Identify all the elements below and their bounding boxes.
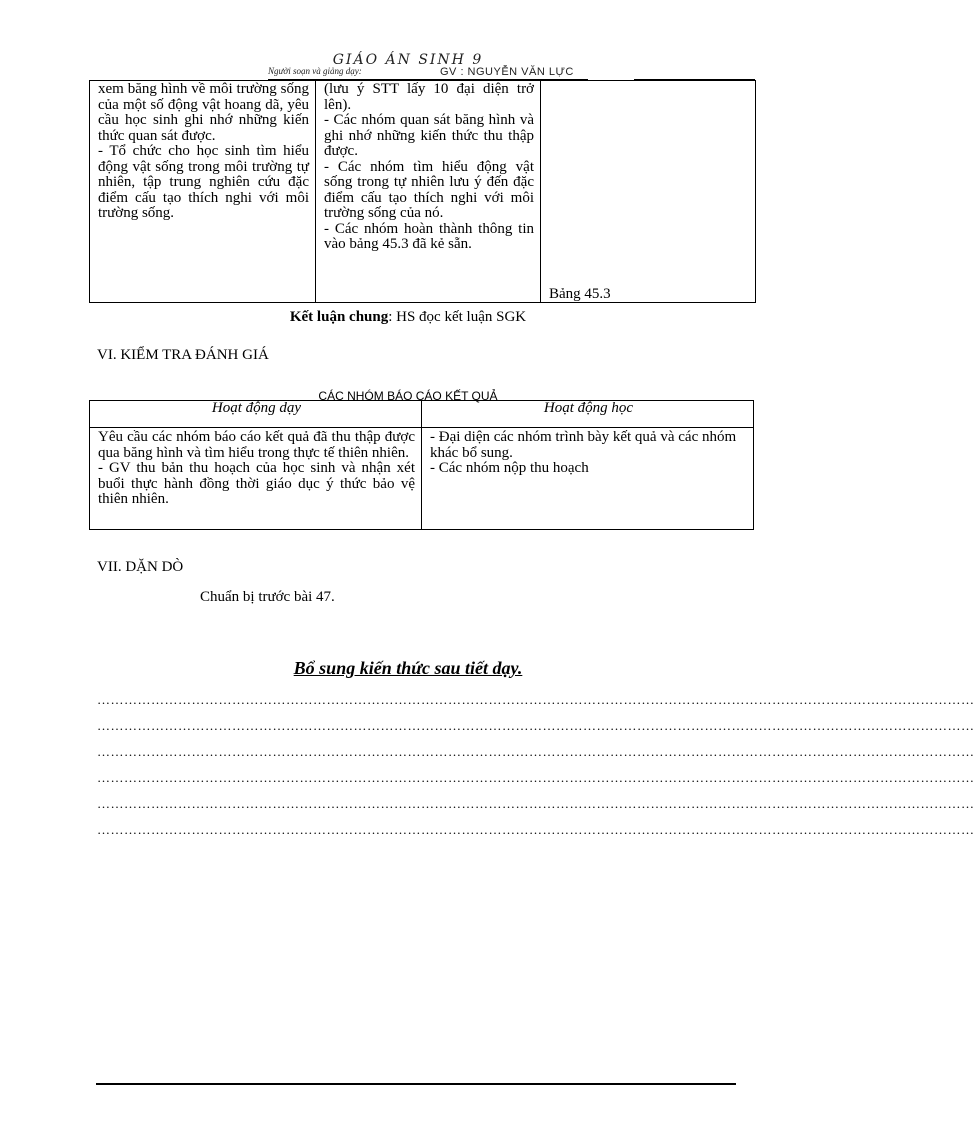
table-header-row — [90, 401, 754, 428]
assessment-table — [89, 400, 754, 530]
learning-cell — [422, 428, 754, 530]
general-conclusion — [0, 309, 816, 326]
dotted-line: …………………………………………………………………………………………………………………………………………………………………………… — [97, 692, 975, 707]
table-row — [90, 81, 756, 303]
text-paragraph: Yêu cầu các nhóm báo cáo kết quả đã thu thập được qua băng hình và tìm hiểu trong thực tế thiên nhiên. — [98, 429, 415, 461]
dotted-line: …………………………………………………………………………………………………………………………………………………………………………… — [97, 718, 975, 733]
teaching-cell — [90, 428, 422, 530]
footer-divider — [96, 1083, 736, 1085]
student-activity-cell — [316, 81, 541, 303]
text-paragraph: xem băng hình về môi trường sống của một số động vật hoang dã, yêu cầu học sinh ghi nhớ những kiến thức quan sát được. — [98, 81, 309, 144]
supplement-title: Bổ sung kiến thức sau tiết dạy. — [293, 658, 523, 678]
dotted-line: …………………………………………………………………………………………………………………………………………………………………………… — [97, 822, 975, 837]
text-paragraph: - Các nhóm hoàn thành thông tin vào bảng 45.3 đã kẻ sẵn. — [324, 220, 534, 252]
table-row — [90, 428, 754, 530]
text-paragraph: (lưu ý STT lấy 10 đại diện trở lên). — [324, 81, 534, 113]
section-6-heading: VI. KIỂM TRA ĐÁNH GIÁ — [97, 347, 269, 363]
content-cell — [541, 81, 756, 303]
header-subtitle: Người soạn và giảng dạy: — [268, 66, 362, 76]
dotted-line: …………………………………………………………………………………………………………………………………………………………………………… — [97, 770, 975, 785]
dotted-line: …………………………………………………………………………………………………………………………………………………………………………… — [97, 744, 975, 759]
text-paragraph: - Các nhóm tìm hiểu động vật sống trong tự nhiên lưu ý đến đặc điểm cấu tạo thích nghi với môi trường sống của nó. — [324, 158, 534, 221]
conclusion-label: Kết luận chung — [289, 309, 389, 325]
section-7-heading: VII. DẶN DÒ — [97, 559, 184, 575]
dotted-line: …………………………………………………………………………………………………………………………………………………………………………… — [97, 796, 975, 811]
teacher-activity-cell — [90, 81, 316, 303]
homework-text: Chuẩn bị trước bài 47. — [200, 589, 335, 605]
column-header-learning: Hoạt động học — [422, 401, 754, 428]
text-paragraph: - Tổ chức cho học sinh tìm hiểu động vật sống trong môi trường tự nhiên, tập trung nghiên cứu đặc điểm cấu tạo thích nghi với môi trường sống. — [98, 143, 309, 221]
column-header-teaching: Hoạt động dạy — [90, 401, 422, 428]
text-paragraph: - Các nhóm nộp thu hoạch — [430, 460, 589, 476]
text-paragraph: - GV thu bản thu hoạch của học sinh và nhận xét buổi thực hành đồng thời giáo dục ý thức bảo vệ thiên nhiên. — [98, 460, 415, 507]
report-caption: CÁC NHÓM BÁO CÁO KẾT QUẢ — [318, 389, 498, 403]
conclusion-text: : HS đọc kết luận SGK — [388, 309, 527, 325]
table-reference: Bảng 45.3 — [549, 285, 611, 302]
activity-table — [89, 80, 756, 303]
header-teacher: GV : NGUYỄN VĂN LỰC — [440, 66, 574, 78]
text-paragraph: - Đại diện các nhóm trình bày kết quả và các nhóm khác bổ sung. — [430, 429, 737, 461]
text-paragraph: - Các nhóm quan sát băng hình và ghi nhớ những kiến thức thu thập được. — [324, 112, 534, 159]
header-title: GIÁO ÁN SINH 9 — [332, 52, 484, 68]
